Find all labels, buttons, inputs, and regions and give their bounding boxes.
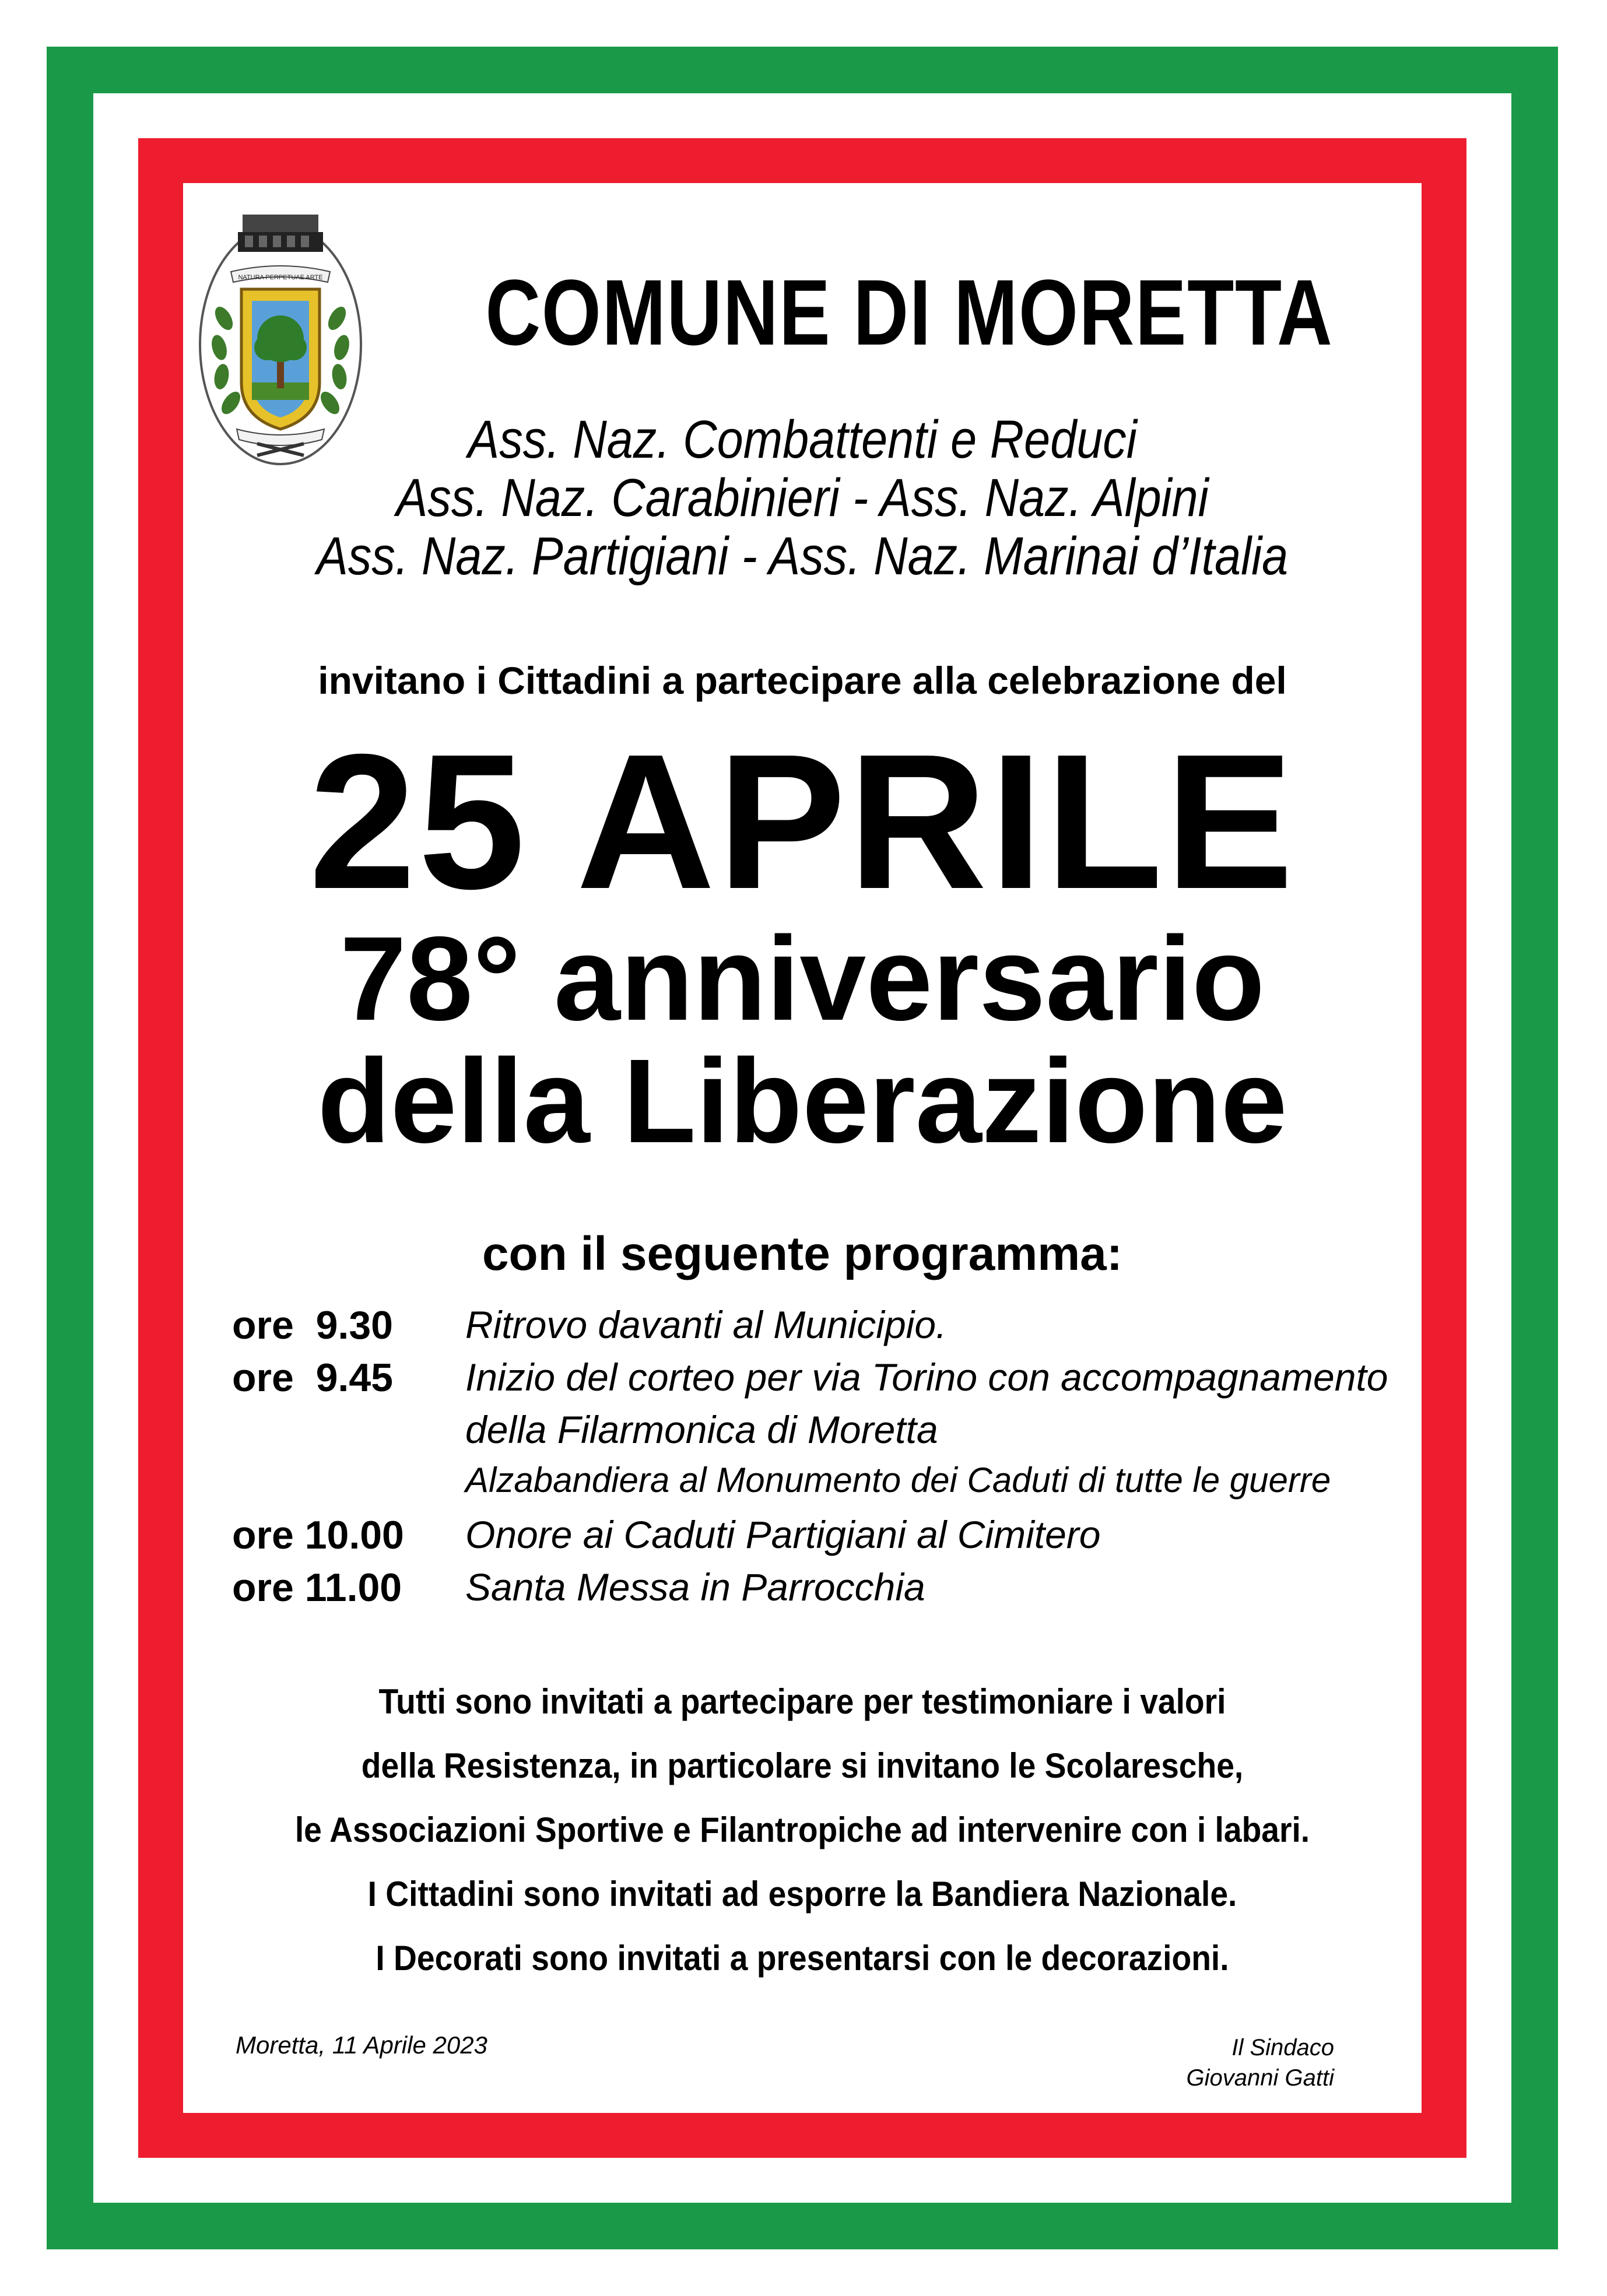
signature-block xyxy=(1187,2032,1334,2093)
program-title: con il seguente programma: xyxy=(482,1227,1123,1280)
event-anniversary: 78° anniversario xyxy=(339,912,1265,1045)
note-line: le Associazioni Sportive e Filantropiche ad intervenire con i labari. xyxy=(294,1810,1310,1849)
program-row xyxy=(232,1512,1422,1571)
program-desc: Alzabandiera al Monumento dei Caduti di tutte le guerre xyxy=(465,1461,1331,1500)
program-desc: Inizio del corteo per via Torino con accompagnamento xyxy=(465,1356,1388,1399)
association-line: Ass. Naz. Combattenti e Reduci xyxy=(468,410,1137,469)
program-row xyxy=(232,1303,1422,1361)
signatory-name: Giovanni Gatti xyxy=(1186,2065,1334,2091)
place-date: Moretta, 11 Aprile 2023 xyxy=(236,2031,487,2059)
program-time: ore 10.00 xyxy=(232,1513,404,1557)
program-time: ore 11.00 xyxy=(232,1565,402,1610)
invitation-text: invitano i Cittadini a partecipare alla celebrazione del xyxy=(318,659,1287,702)
note-line: della Resistenza, in particolare si invitano le Scolaresche, xyxy=(361,1746,1244,1785)
event-date: 25 APRILE xyxy=(308,714,1296,929)
program-row xyxy=(232,1565,1422,1623)
program-row xyxy=(232,1460,1422,1518)
program-desc: Ritrovo davanti al Municipio. xyxy=(465,1303,947,1346)
poster-content xyxy=(183,183,1422,2113)
note-line: Tutti sono invitati a partecipare per testimoniare i valori xyxy=(378,1682,1226,1721)
program-desc: della Filarmonica di Moretta xyxy=(465,1408,938,1451)
note-line: I Decorati sono invitati a presentarsi con le decorazioni. xyxy=(376,1939,1229,1978)
program-desc: Santa Messa in Parrocchia xyxy=(465,1565,925,1609)
signatory-role: Il Sindaco xyxy=(1231,2035,1334,2060)
event-subtitle: della Liberazione xyxy=(317,1034,1287,1168)
program-row xyxy=(232,1407,1422,1466)
program-row xyxy=(232,1355,1422,1413)
association-line: Ass. Naz. Carabinieri - Ass. Naz. Alpini xyxy=(396,468,1209,528)
note-line: I Cittadini sono invitati ad esporre la Bandiera Nazionale. xyxy=(367,1874,1237,1914)
program-desc: Onore ai Caduti Partigiani al Cimitero xyxy=(465,1513,1101,1556)
crest-motto: NATURA PERPETUAE ARTE xyxy=(238,274,323,281)
page-title: COMUNE DI MORETTA xyxy=(485,260,1334,364)
program-time: ore 9.45 xyxy=(232,1356,393,1400)
program-time: ore 9.30 xyxy=(232,1303,393,1347)
association-line: Ass. Naz. Partigiani - Ass. Naz. Marinai d’Italia xyxy=(316,526,1289,586)
